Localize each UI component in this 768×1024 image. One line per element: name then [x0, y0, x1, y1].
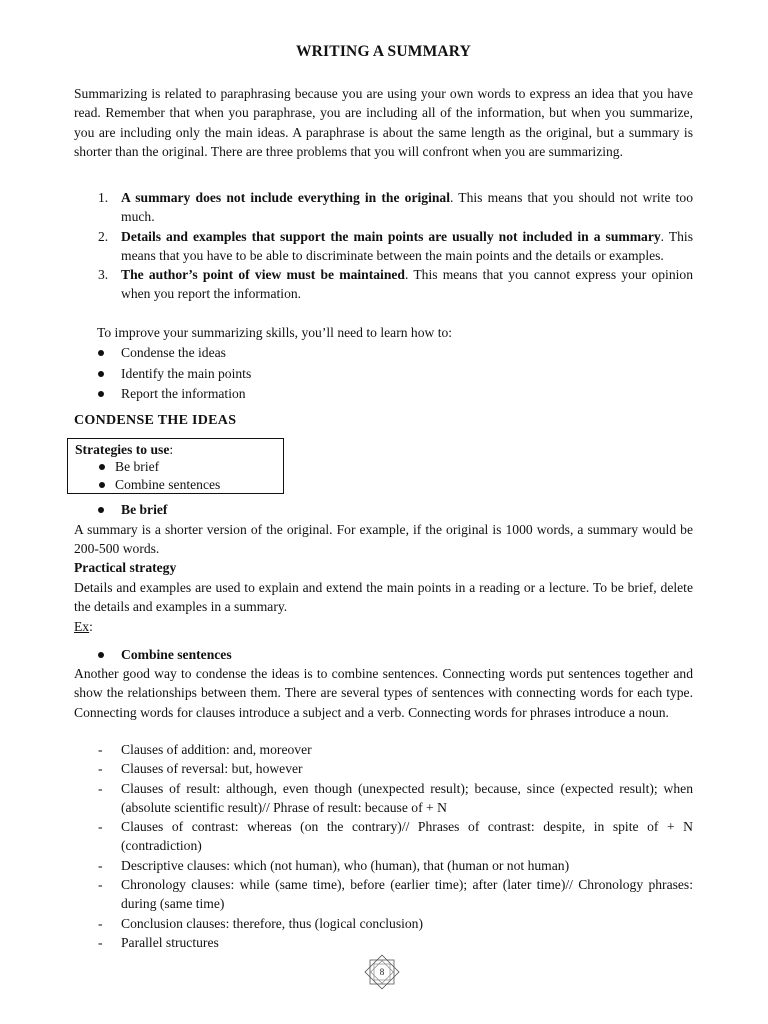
- skills-list: [74, 343, 693, 405]
- subheading-line: [74, 500, 693, 519]
- combine-heading: [74, 645, 693, 664]
- item-text: Clauses of contrast: whereas (on the contrary)// Phrases of contrast: despite, in spite of + N (contradiction): [121, 819, 693, 854]
- list-item: - Clauses of addition: and, moreover: [98, 742, 312, 757]
- subheading-text: Be brief: [121, 502, 168, 517]
- problem-bold: A summary does not include everything in the original: [121, 190, 450, 205]
- list-item: [74, 265, 693, 304]
- list-item: - Conclusion clauses: therefore, thus (logical conclusion): [98, 915, 424, 931]
- problem-bold: The author’s point of view must be maintained: [121, 267, 405, 283]
- strategies-box: [67, 438, 284, 494]
- page-number: 8: [379, 967, 385, 977]
- intro-paragraph: Summarizing is related to paraphrasing because you are using your own words to express an idea that you have read. Remember that when you paraphrase, you are including all of the information, but when you summarize, you are including only the main ideas. A paraphrase is about the same length as the original, but a summary is shorter than the original. There are three problems that you will confront when you are summarizing.: [74, 86, 693, 159]
- list-number: 1.: [98, 190, 109, 205]
- ex-text: Ex: [74, 619, 90, 634]
- item-text: Clauses of result: although, even though (unexpected result); because, since (expected result); when (absolute scientific result)// Phrase of result: because of + N: [121, 780, 693, 815]
- bullet-icon: [98, 350, 104, 356]
- details-paragraph: Details and examples are used to explain and extend the main points in a reading or a lecture. To be brief, delete the details and examples in a summary.: [74, 580, 693, 615]
- bullet-icon: [98, 371, 104, 377]
- bullet-icon: [99, 464, 105, 470]
- bullet-icon: [98, 391, 104, 397]
- list-item: - Descriptive clauses: which (not human), who (human), that (human or not human): [98, 857, 570, 873]
- list-item: [75, 457, 159, 476]
- page-title: WRITING A SUMMARY: [295, 43, 472, 60]
- list-item: - Chronology clauses: while (same time), before (earlier time); after (later time)// Chronology phrases: during (same time): [98, 877, 693, 912]
- strategy-text: Combine sentences: [115, 477, 221, 492]
- ornament-icon: [362, 952, 402, 992]
- list-item: - Clauses of result: although, even though (unexpected result); because, since (expected result); when (absolute scientific result)// Phrase of result: because of + N: [98, 780, 693, 815]
- strategies-head-text: Strategies to use: [75, 442, 170, 457]
- ex-colon: :: [89, 619, 93, 634]
- item-text: Conclusion clauses: therefore, thus (logical conclusion): [121, 915, 424, 931]
- item-text: Clauses of reversal: but, however: [121, 761, 303, 777]
- list-item: [74, 364, 693, 385]
- practical-strategy-heading: Practical strategy: [74, 560, 177, 575]
- section-heading: CONDENSE THE IDEAS: [74, 413, 237, 428]
- problem-text: . This means that you should not write too much.: [121, 190, 693, 225]
- list-item: [74, 188, 693, 227]
- problems-list: [74, 188, 693, 304]
- skill-text: Report the information: [121, 386, 246, 401]
- improve-line: To improve your summarizing skills, you’ll need to learn how to:: [97, 325, 453, 340]
- list-item: - Clauses of contrast: whereas (on the contrary)// Phrases of contrast: despite, in spite of + N (contradiction): [98, 819, 693, 854]
- be-brief-paragraph: A summary is a shorter version of the original. For example, if the original is 1000 words, a summary would be 200-500 words.: [74, 522, 693, 557]
- problem-text: . This means that you cannot express your opinion when you report the information.: [121, 267, 693, 302]
- combine-paragraph: Another good way to condense the ideas is to combine sentences. Connecting words put sentences together and show the relationships between them. There are several types of sentences with connecting words for each type. Connecting words for clauses introduce a subject and a verb. Connecting words for phrases introduce a noun.: [74, 666, 693, 720]
- subheading-text: Combine sentences: [121, 647, 232, 662]
- bullet-icon: [98, 652, 104, 658]
- bullet-icon: [98, 507, 104, 513]
- strategies-colon: :: [169, 442, 174, 457]
- list-item: - Parallel structures: [98, 934, 219, 950]
- list-item: [74, 227, 693, 266]
- connecting-words-list: [74, 740, 693, 952]
- strategy-text: Be brief: [115, 459, 160, 474]
- skill-text: Condense the ideas: [121, 345, 226, 360]
- problem-text: . This means that you have to be able to discriminate between the main points and the details or examples.: [121, 228, 693, 263]
- list-item: [74, 343, 693, 364]
- list-item: - Clauses of reversal: but, however: [98, 761, 303, 777]
- bullet-icon: [99, 482, 105, 488]
- example-label: [74, 617, 93, 636]
- item-text: Chronology clauses: while (same time), before (earlier time); after (later time)// Chronology phrases: during (same time): [121, 877, 693, 912]
- list-number: 2.: [98, 228, 109, 244]
- item-text: Parallel structures: [121, 934, 219, 950]
- problem-bold: Details and examples that support the main points are usually not included in a summary: [121, 228, 661, 244]
- item-text: Descriptive clauses: which (not human), who (human), that (human or not human): [121, 857, 570, 873]
- skill-text: Identify the main points: [121, 365, 252, 381]
- item-text: Clauses of addition: and, moreover: [121, 742, 312, 757]
- list-number: 3.: [98, 267, 109, 283]
- be-brief-heading: [74, 500, 693, 519]
- list-item: [75, 475, 220, 494]
- list-item: [74, 384, 693, 405]
- page-number-ornament: [362, 952, 402, 992]
- subheading-line: [74, 645, 693, 664]
